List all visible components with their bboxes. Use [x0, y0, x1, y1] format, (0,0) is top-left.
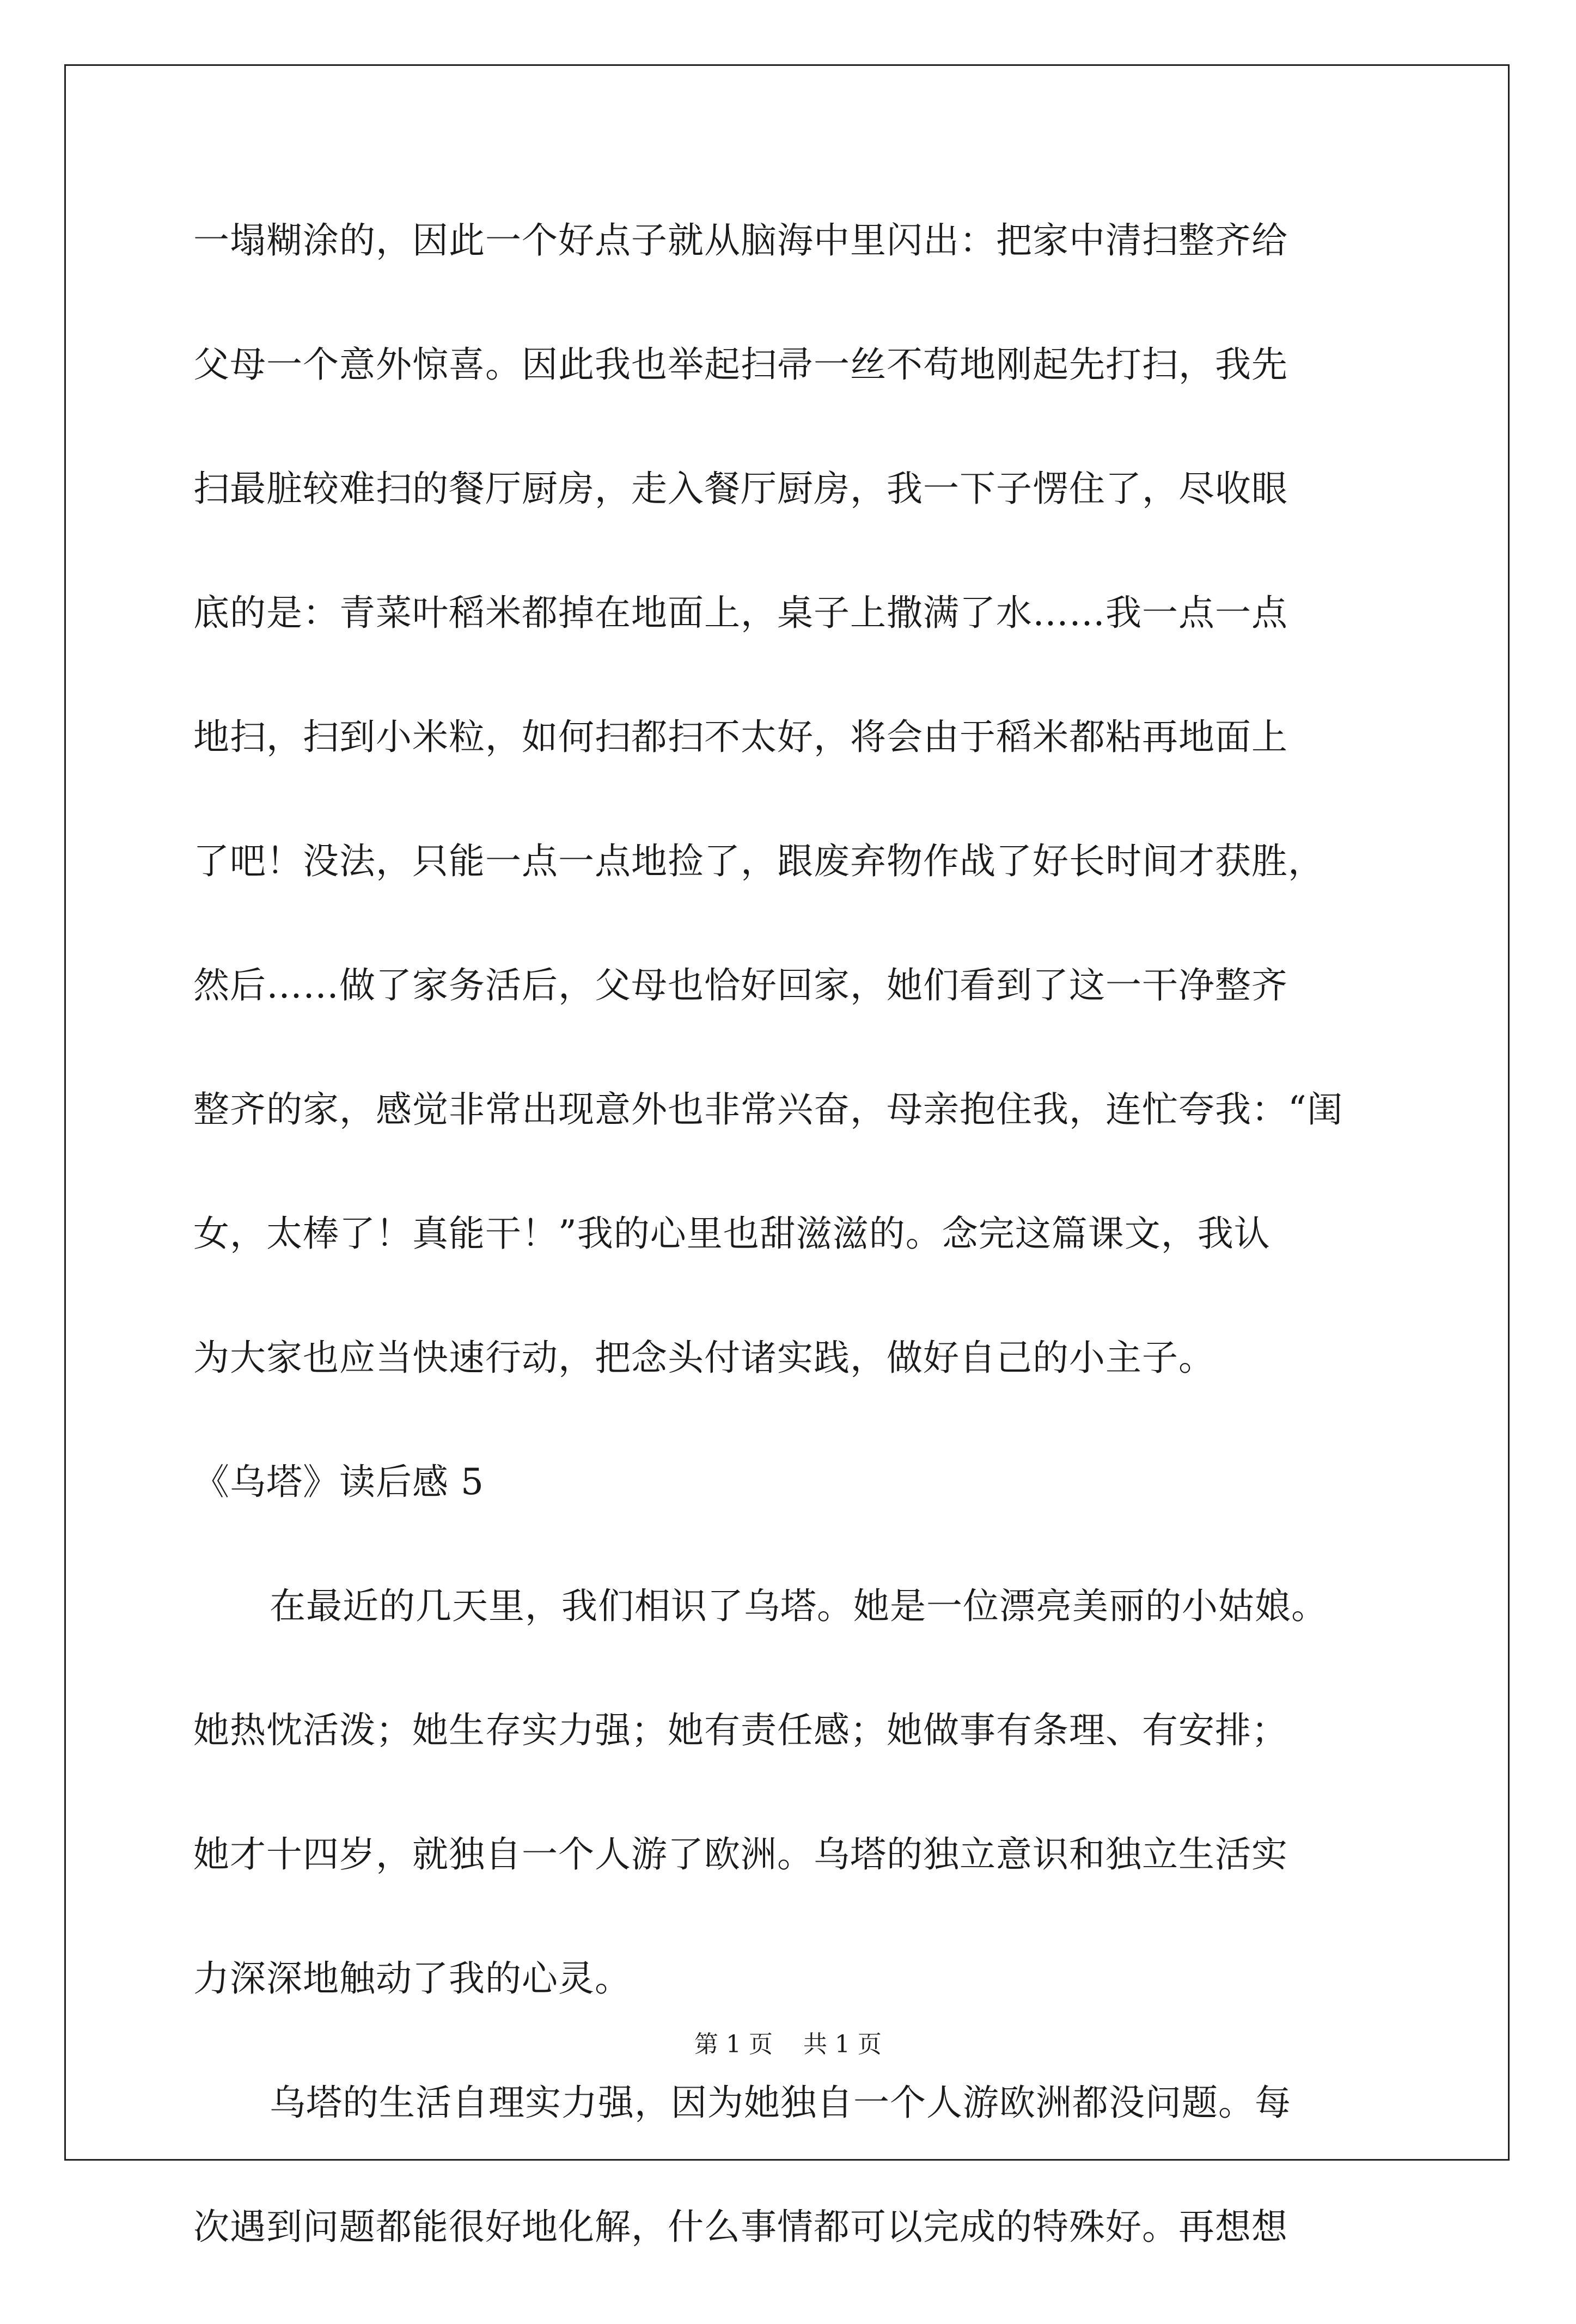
page-footer: 第 1 页 共 1 页	[694, 2031, 882, 2058]
text-line: 父母一个意外惊喜。因此我也举起扫帚一丝不苟地刚起先打扫，我先	[193, 344, 1288, 386]
text-line: 为大家也应当快速行动，把念头付诸实践，做好自己的小主子。	[193, 1337, 1215, 1379]
text-line: 了吧！没法，只能一点一点地捡了，跟废弃物作战了好长时间才获胜，	[193, 840, 1324, 882]
text-line: 力深深地触动了我的心灵。	[193, 1958, 631, 1999]
text-line: 扫最脏较难扫的餐厅厨房，走入餐厅厨房，我一下子愣住了，尽收眼	[193, 468, 1288, 510]
text-line: 一塌糊涂的，因此一个好点子就从脑海中里闪出：把家中清扫整齐给	[193, 219, 1288, 261]
text-line: 女，太棒了！真能干！”我的心里也甜滋滋的。念完这篇课文，我认	[193, 1213, 1270, 1255]
text-line: 她才十四岁，就独自一个人游了欧洲。乌塔的独立意识和独立生活实	[193, 1833, 1288, 1875]
section-heading: 《乌塔》读后感 5	[193, 1461, 484, 1503]
text-line: 在最近的几天里，我们相识了乌塔。她是一位漂亮美丽的小姑娘。	[270, 1585, 1328, 1627]
document-body	[193, 213, 1413, 2324]
text-line: 次遇到问题都能很好地化解，什么事情都可以完成的特殊好。再想想	[193, 2206, 1288, 2248]
text-line: 她热忱活泼；她生存实力强；她有责任感；她做事有条理、有安排；	[193, 1709, 1288, 1751]
text-line: 地扫，扫到小米粒，如何扫都扫不太好，将会由于稻米都粘再地面上	[193, 716, 1288, 758]
text-line: 然后……做了家务活后，父母也恰好回家，她们看到了这一干净整齐	[193, 964, 1288, 1006]
text-line: 底的是：青菜叶稻米都掉在地面上，桌子上撒满了水……我一点一点	[193, 592, 1288, 634]
text-line: 乌塔的生活自理实力强，因为她独自一个人游欧洲都没问题。每	[270, 2082, 1291, 2124]
text-line: 整齐的家，感觉非常出现意外也非常兴奋，母亲抱住我，连忙夸我：“闺	[193, 1088, 1343, 1130]
